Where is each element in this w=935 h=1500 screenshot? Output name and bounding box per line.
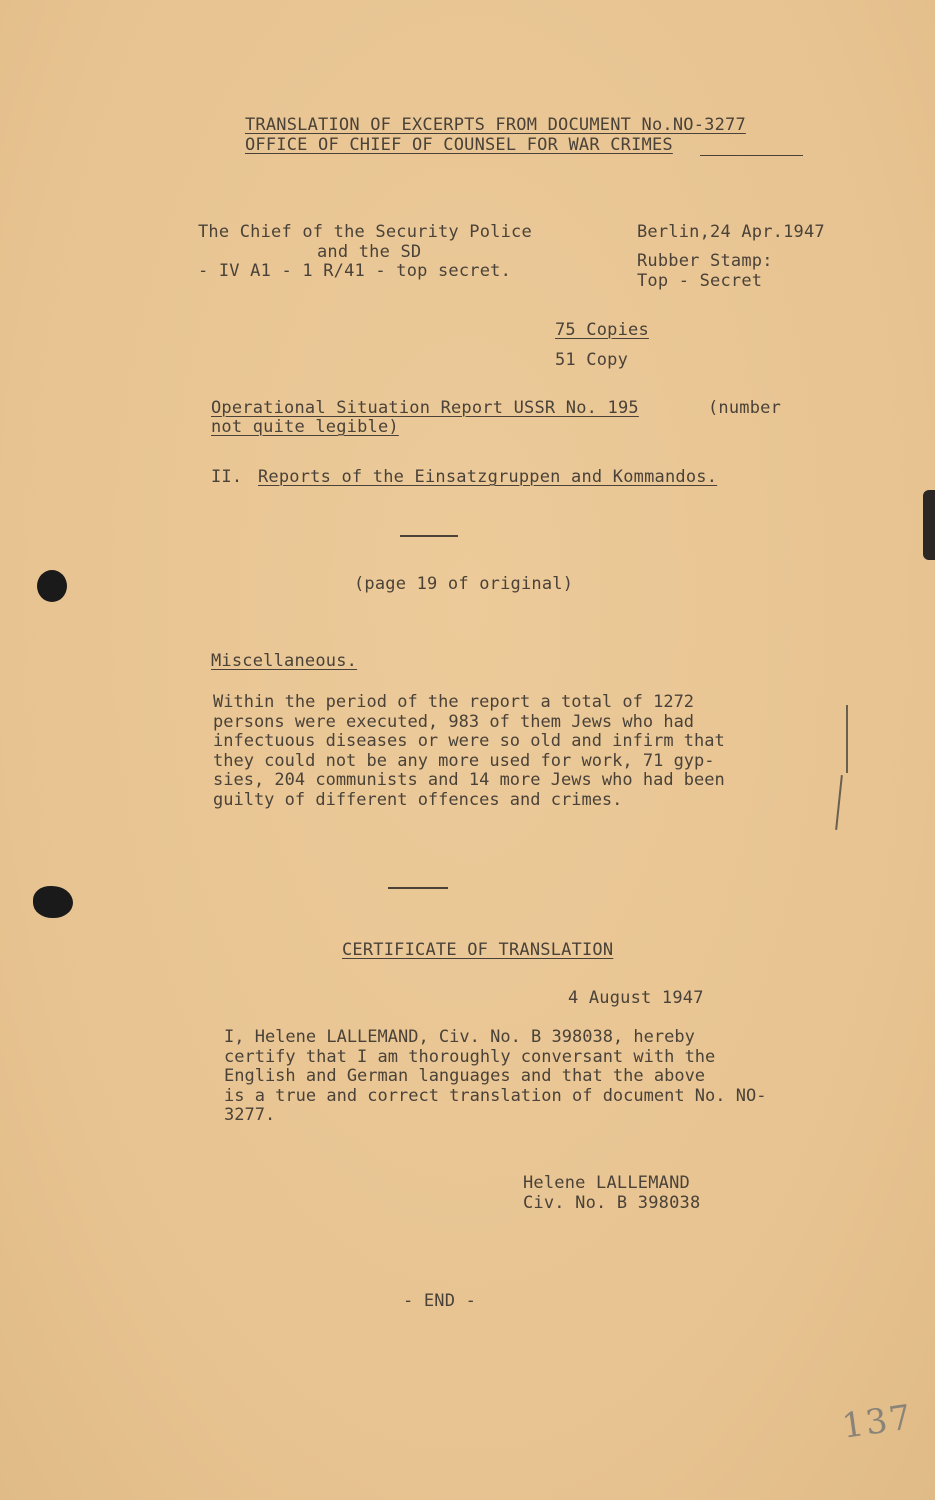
report-title: Operational Situation Report USSR No. 195 [211,398,639,418]
punch-hole-bottom [33,886,73,918]
copy-number: 51 Copy [555,350,629,370]
sender-line-3: - IV A1 - 1 R/41 - top secret. [198,261,512,281]
edge-binding-mark [923,490,935,560]
rubber-stamp-label: Rubber Stamp: [637,251,773,271]
header-line-2: OFFICE OF CHIEF OF COUNSEL FOR WAR CRIMES [245,135,673,155]
certificate-date: 4 August 1947 [568,988,704,1008]
misc-body: Within the period of the report a total of 1272 persons were executed, 983 of them Jews who had infectuous diseases or were so old and infirm that they could not be any more used for work, 71 gyp- sies, 204 communists and 14 more Jews who had been guilty of different offences and crimes. [213,692,725,810]
header-line-1: TRANSLATION OF EXCERPTS FROM DOCUMENT No.NO-3277 [245,115,746,135]
signature-civ-number: Civ. No. B 398038 [523,1193,701,1213]
copies-count: 75 Copies [555,320,649,340]
margin-mark-1 [846,705,848,773]
certificate-body: I, Helene LALLEMAND, Civ. No. B 398038, hereby certify that I am thoroughly conversant with the English and German languages and that the above is a true and correct translation of document No. NO- 3277. [224,1027,767,1125]
sender-line-1: The Chief of the Security Police [198,222,532,242]
report-title-note-1: (number [708,398,782,418]
handwritten-page-number: 137 [839,1397,916,1447]
report-title-note-2: not quite legible) [211,417,399,437]
header-underline-extension [700,155,803,156]
sender-line-2: and the SD [317,242,422,262]
page-reference: (page 19 of original) [354,574,574,594]
misc-heading: Miscellaneous. [211,651,358,671]
section-title: Reports of the Einsatzgruppen and Kommandos. [258,467,718,487]
margin-mark-2 [835,775,843,830]
place-date: Berlin,24 Apr.1947 [637,222,825,242]
rubber-stamp-text: Top - Secret [637,271,763,291]
section-number: II. [211,467,243,487]
separator-dash-1 [400,535,458,537]
signature-name: Helene LALLEMAND [523,1173,690,1193]
punch-hole-top [37,570,67,602]
end-marker: - END - [403,1291,477,1311]
separator-dash-2 [388,887,448,889]
certificate-heading: CERTIFICATE OF TRANSLATION [342,940,614,960]
